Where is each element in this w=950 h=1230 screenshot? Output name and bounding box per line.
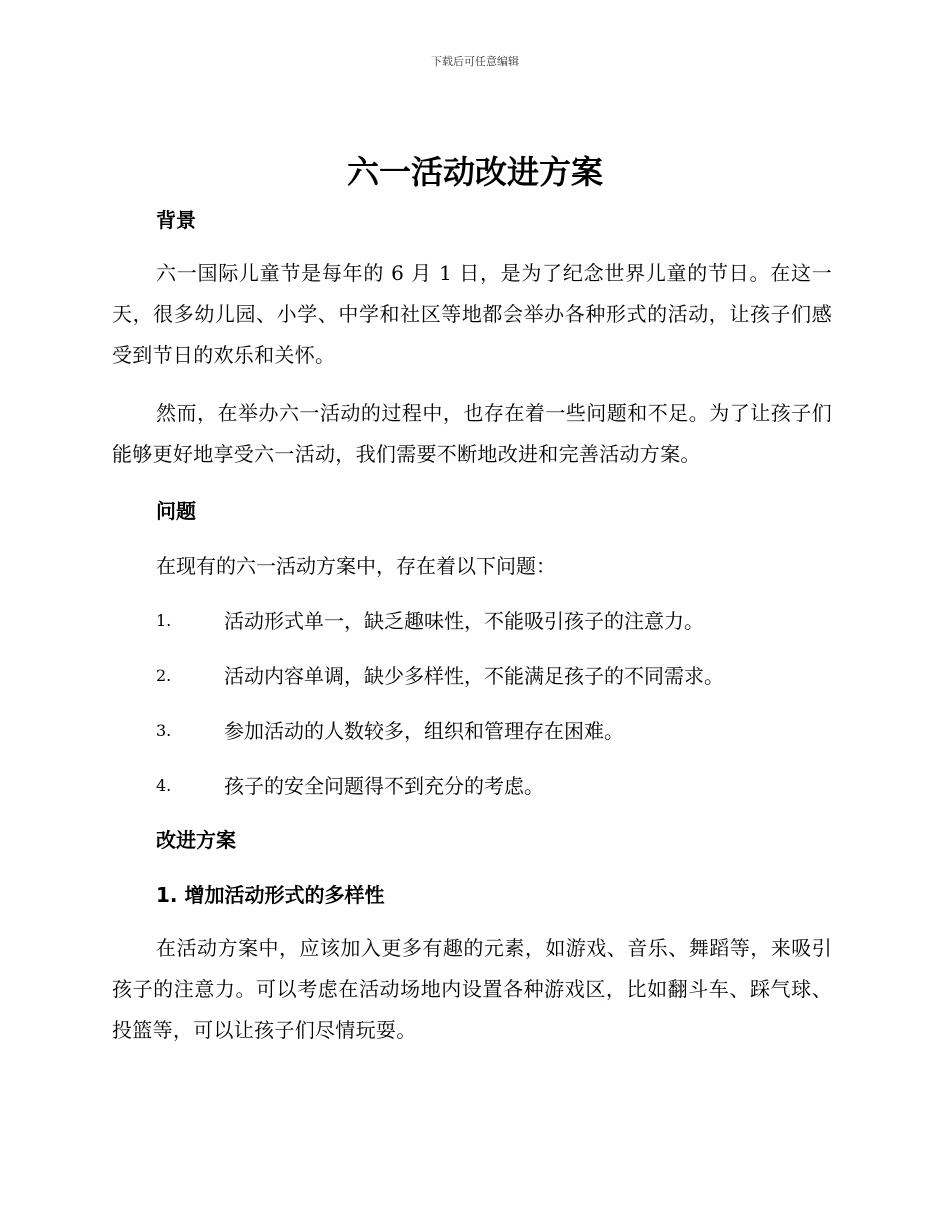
list-item-number: 4. bbox=[156, 776, 172, 795]
section-heading-improvement: 改进方案 bbox=[156, 828, 236, 852]
list-item-text: 活动内容单调，缺少多样性，不能满足孩子的不同需求。 bbox=[224, 664, 724, 688]
subsection-heading: 1. 增加活动形式的多样性 bbox=[156, 883, 385, 907]
problems-intro: 在现有的六一活动方案中，存在着以下问题： bbox=[156, 554, 556, 578]
section-heading-background: 背景 bbox=[156, 208, 196, 232]
list-item bbox=[156, 607, 836, 635]
list-item-text: 参加活动的人数较多，组织和管理存在困难。 bbox=[224, 719, 624, 743]
list-item-number: 3. bbox=[156, 721, 172, 740]
header-note: 下载后可任意编辑 bbox=[431, 55, 519, 68]
list-item-text: 活动形式单一，缺乏趣味性，不能吸引孩子的注意力。 bbox=[224, 609, 704, 633]
list-item bbox=[156, 662, 836, 690]
improvement-paragraph-1: 在活动方案中，应该加入更多有趣的元素，如游戏、音乐、舞蹈等，来吸引孩子的注意力。可以考虑在活动场地内设置各种游戏区，比如翻斗车、踩气球、投篮等，可以让孩子们尽情玩耍。 bbox=[112, 936, 832, 1042]
list-item bbox=[156, 772, 836, 800]
list-item-text: 孩子的安全问题得不到充分的考虑。 bbox=[224, 774, 544, 798]
background-paragraph-2: 然而，在举办六一活动的过程中，也存在着一些问题和不足。为了让孩子们能够更好地享受六一活动，我们需要不断地改进和完善活动方案。 bbox=[112, 401, 832, 466]
list-item-number: 1. bbox=[156, 611, 172, 630]
page-title: 六一活动改进方案 bbox=[346, 153, 603, 191]
list-item bbox=[156, 717, 836, 745]
list-item-number: 2. bbox=[156, 666, 172, 685]
section-heading-problems: 问题 bbox=[156, 499, 196, 523]
background-paragraph-1: 六一国际儿童节是每年的 6 月 1 日，是为了纪念世界儿童的节日。在这一天，很多幼儿园、小学、中学和社区等地都会举办各种形式的活动，让孩子们感受到节日的欢乐和关怀。 bbox=[112, 261, 832, 367]
